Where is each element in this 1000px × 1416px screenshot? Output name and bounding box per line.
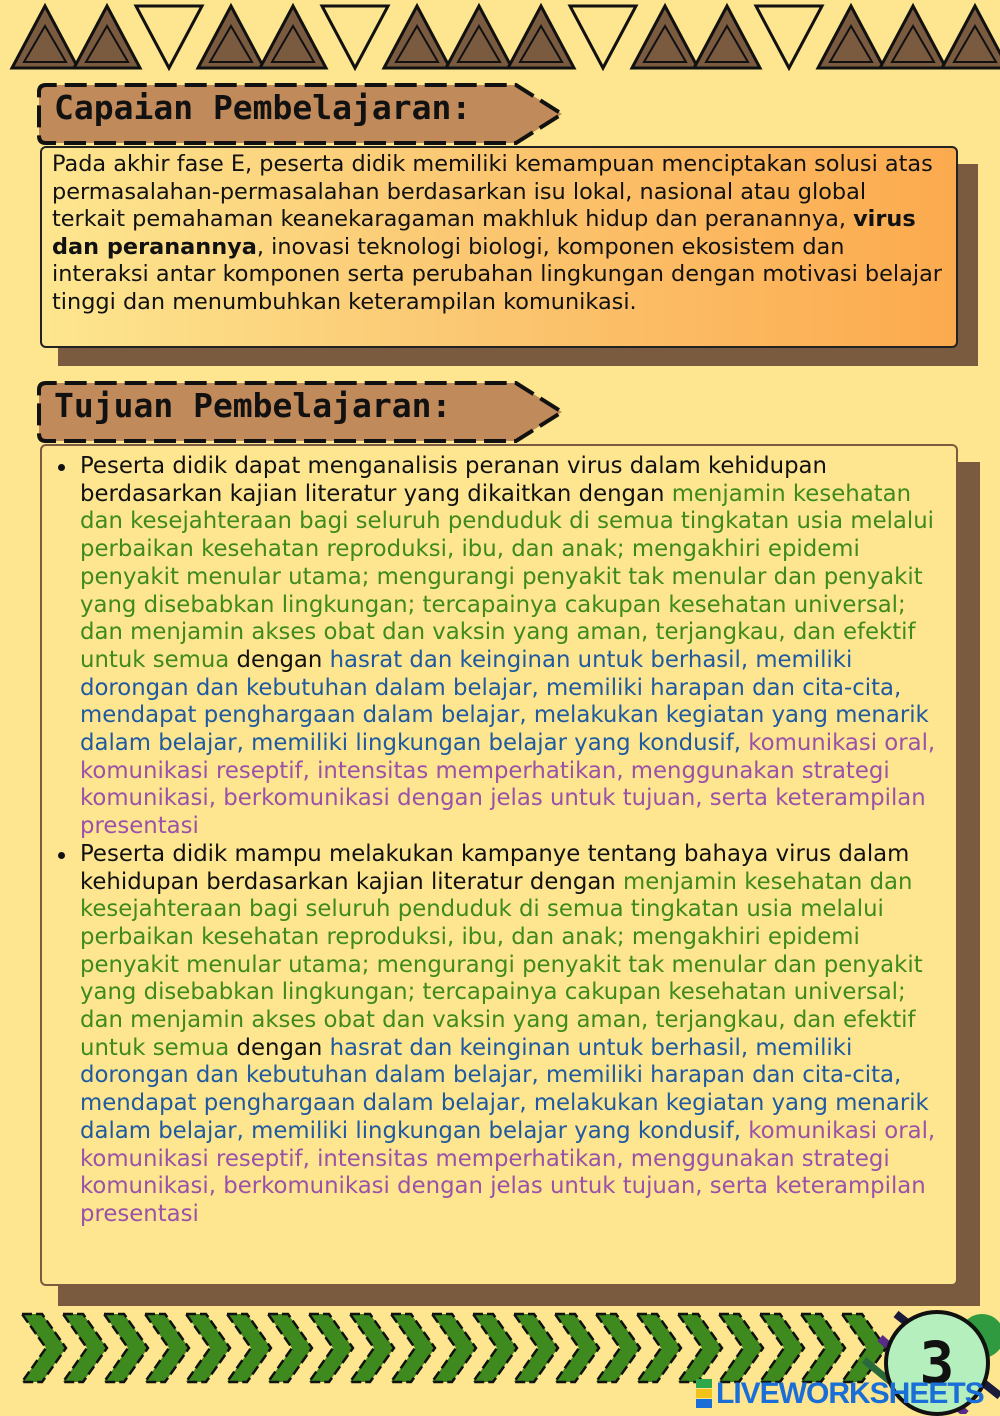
chevron-decoration [391,1314,435,1382]
chevron-decoration [801,1314,845,1382]
chevron-decoration [514,1314,558,1382]
tujuan-item: Peserta didik mampu melakukan kampanye tentang bahaya virus dalam kehidupan berdasarkan kajian literatur dengan menjamin kesehatan dan kesejahteraan bagi seluruh penduduk di semua tingkatan usia melalui perbaikan kesehatan reproduksi, ibu, dan anak; mengakhiri epidemi penyakit menular utama; mengurangi penyakit tak menular dan penyakit yang disebabkan lingkungan; tercapainya cakupan kesehatan universal; dan menjamin akses obat dan vaksin yang aman, terjangkau, dan efektif untuk semua dengan hasrat dan keinginan untuk berhasil, memiliki dorongan dan kebutuhan dalam belajar, memiliki harapan dan cita-cita, mendapat penghargaan dalam belajar, melakukan kegiatan yang menarik dalam belajar, memiliki lingkungan belajar yang kondusif, komunikasi oral, komunikasi reseptif, intensitas memperhatikan, menggunakan strategi komunikasi, berkomunikasi dengan jelas untuk tujuan, serta keterampilan presentasi [54,841,948,1229]
triangle-decoration [384,6,450,68]
chevron-decoration [227,1314,271,1382]
chevron-decoration [678,1314,722,1382]
triangle-decoration [818,6,884,68]
chevron-decoration [309,1314,353,1382]
triangle-decoration [694,6,760,68]
triangle-border-top [0,0,1000,75]
triangle-decoration [942,6,1000,68]
capaian-card [40,146,958,348]
triangle-decoration [756,6,822,68]
triangle-decoration [74,6,140,68]
chevron-decoration [760,1314,804,1382]
chevron-decoration [104,1314,148,1382]
chevron-decoration [473,1314,517,1382]
triangle-decoration [632,6,698,68]
chevron-decoration [145,1314,189,1382]
triangle-decoration [198,6,264,68]
triangle-decoration [136,6,202,68]
chevron-decoration [186,1314,230,1382]
capaian-banner [36,82,566,146]
tujuan-card [40,444,958,1286]
tujuan-title: Tujuan Pembelajaran: [54,386,452,425]
chevron-decoration [350,1314,394,1382]
chevron-decoration [719,1314,763,1382]
chevron-decoration [268,1314,312,1382]
capaian-title: Capaian Pembelajaran: [54,88,472,127]
triangle-decoration [322,6,388,68]
triangle-decoration [570,6,636,68]
chevron-decoration [555,1314,599,1382]
chevron-decoration [63,1314,107,1382]
chevron-decoration [432,1314,476,1382]
chevron-decoration [22,1314,66,1382]
chevron-decoration [596,1314,640,1382]
triangle-decoration [508,6,574,68]
page-number-badge: 3 [884,1310,990,1416]
triangle-decoration [446,6,512,68]
tujuan-list [54,453,948,1229]
liveworksheets-watermark: LIVEWORKSHEETS [696,1374,1000,1414]
liveworksheets-logo-icon [696,1379,712,1409]
triangle-decoration [12,6,78,68]
triangle-decoration [880,6,946,68]
triangle-decoration [260,6,326,68]
chevron-decoration [637,1314,681,1382]
tujuan-banner [36,380,566,444]
capaian-text: Pada akhir fase E, peserta didik memiliki kemampuan menciptakan solusi atas permasalahan-permasalahan berdasarkan isu lokal, nasional atau global terkait pemahaman keanekaragaman makhluk hidup dan peranannya, virus dan peranannya, inovasi teknologi biologi, komponen ekosistem dan interaksi antar komponen serta perubahan lingkungan dengan motivasi belajar tinggi dan menumbuhkan keterampilan komunikasi. [52,151,942,315]
tujuan-item: Peserta didik dapat menganalisis peranan virus dalam kehidupan berdasarkan kajian literatur yang dikaitkan dengan menjamin kesehatan dan kesejahteraan bagi seluruh penduduk di semua tingkatan usia melalui perbaikan kesehatan reproduksi, ibu, dan anak; mengakhiri epidemi penyakit menular utama; mengurangi penyakit tak menular dan penyakit yang disebabkan lingkungan; tercapainya cakupan kesehatan universal; dan menjamin akses obat dan vaksin yang aman, terjangkau, dan efektif untuk semua dengan hasrat dan keinginan untuk berhasil, memiliki dorongan dan kebutuhan dalam belajar, memiliki harapan dan cita-cita, mendapat penghargaan dalam belajar, melakukan kegiatan yang menarik dalam belajar, memiliki lingkungan belajar yang kondusif, komunikasi oral, komunikasi reseptif, intensitas memperhatikan, menggunakan strategi komunikasi, berkomunikasi dengan jelas untuk tujuan, serta keterampilan presentasi [54,453,948,841]
